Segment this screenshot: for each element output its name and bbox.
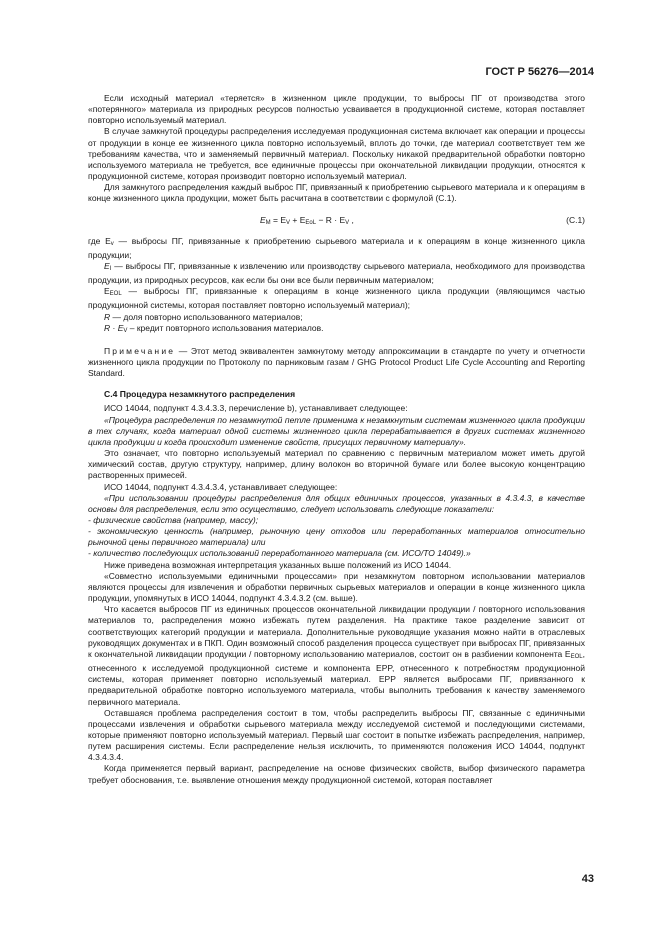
paragraph: Ниже приведена возможная интерпретация указанных выше положений из ИСО 14044. [104,559,452,570]
paragraph: Оставшаяся проблема распределения состоит в том, чтобы распределить выбросы ПГ, связанные с единичными процессами извлечения и обработки сырьевого материала между исследуемой системой и последующими системами, которые применяют повторно используемый материал. Первый шаг состоит в попытке избежать распределения, например, путем расширения системы. Если распределение нельзя исключить, то применяются положения ИСО 14044, подпункт 4.3.4.3.4. [88,707,585,763]
paragraph: Что касается выбросов ПГ из единичных процессов окончательной ликвидации продукции / повторного использования материалов то, распределения можно избежать путем разделения. На практике такое разделение зависит от соответствующих категорий продукции и материала. Дополнительные руководящие указания можно найти в отраслевых руководящих документах и в ПКП. Один возможный способ разделения процесса существует при выбросах ПГ, привязанных к окончательной ликвидации продукции / повторному использованию материалов, состоит он в разбиении компонента EEOL, отнесенного к исследуемой продукционной системе и компонента EPP, отнесенного к потребностям продукционной системы, которая применяет повторно используемый материал. EPP является выбросами ПГ, привязанного к предварительной обработке повторно используемого материала, чтобы выполнить требования к качеству заменяемого первичного материала. [88,604,585,707]
paragraph: Когда применяется первый вариант, распределение на основе физических свойств, выбор физического параметра требует обоснования, т.е. выявление отношения между продукционной системой, которая поставляет [88,763,585,785]
paragraph: Это означает, что повторно используемый материал по сравнению с первичным материалом может иметь другой химический состав, другую структуру, например, длину волокон во вторичной бумаге или более высокую концентрацию растворенных примесей. [88,448,585,481]
definition-item: где Ev — выбросы ПГ, привязанные к приобретению сырьевого материала и к операциям в конце жизненного цикла продукции; [88,235,586,260]
definition-item: EEOL — выбросы ПГ, привязанные к операциям в конце жизненного цикла продукции (являющимся частью продукционной системы, которая поставляет повторно используемый материал); [88,286,585,311]
note-label: Примечание [104,345,176,356]
quote-paragraph: «Процедура распределения по незамкнутой петле применима к незамкнутым системам жизненного цикла продукции в тех случаях, когда материал одной системы жизненного цикла перерабатывается в других системах жизненного цикла продукции и когда происходит изменение свойств, присущих первичному материалу». [88,414,585,447]
formula-c1 [88,210,585,232]
definition-item: EI — выбросы ПГ, привязанные к извлечению или производству сырьевого материала, необходимого для производства продукции, из природных ресурсов, как если бы они все были первичным материалом; [88,260,585,286]
paragraph: ИСО 14044, подпункт 4.3.4.3.4, устанавливает следующее: [104,481,338,492]
document-body [88,93,585,786]
paragraph: «Совместно используемыми единичными процессами» при незамкнутом повторном использовании материалов являются процессы для извлечения и обработки первичных сырьевых материалов и операции в конце жизненного цикла продукции, упомянутых в ИСО 14044, подпункт 4.3.4.3.2 (см. выше). [88,570,585,604]
quote-list-item: - экономическую ценность (например, рыночную цену отходов или переработанных материалов относительно рыночной цены первичного материала) или [88,526,585,548]
quote-paragraph: «При использовании процедуры распределения для общих единичных процессов, указанных в 4.3.4.3, в качестве основы для распределения, если это осуществимо, следует использовать следующие показатели: [88,492,585,514]
note-paragraph: Примечание — Этот метод эквивалентен замкнутому методу аппроксимации в стандарте по учету и отчетности жизненного цикла продукции по Протоколу по парниковым газам / GHG Protocol Product Life Cycle Accounting and Reporting Standard. [88,345,585,379]
quote-list-item: - количество последующих использований переработанного материала (см. ИСО/ТО 14049).» [88,548,471,559]
quote-list-item: - физические свойства (например, массу); [88,515,259,525]
paragraph: В случае замкнутой процедуры распределения исследуемая продукционная система включает как операции и процессы от продукции в конце ее жизненного цикла повторно используемый, вплоть до точки, где материал соответствует тем же требованиям качества, что и заменяемый первичный материал. Поскольку никакой предварительной обработки повторно используемого материала не требуется, все единичные процессы при окончательной ликвидации продукции, относятся к продукционной системе, которая производит повторно используемый материал. [88,126,585,182]
definition-item: R — доля повторно использованного материалов; [104,311,303,322]
definition-item: R · EV – кредит повторного использования материалов. [104,322,324,334]
paragraph: Для замкнутого распределения каждый выброс ПГ, привязанный к приобретению сырьевого материала и к операциям в конце жизненного цикла продукции, может быть расчитана в соответствии с формулой (С.1). [88,182,585,204]
document-header: ГОСТ Р 56276—2014 [485,66,594,78]
section-heading: С.4 Процедура незамкнутого распределения [104,389,296,400]
formula-expression: EM = EV + EEoL − R · EV , [260,214,354,226]
paragraph: Если исходный материал «теряется» в жизненном цикле продукции, то выбросы ПГ от производства этого «потерянного» материала из природных ресурсов полностью усваивается в продукционной системе, которая поставляет повторно используемый материал. [88,93,585,126]
page-number: 43 [581,873,594,885]
formula-number: (С.1) [566,214,585,225]
paragraph: ИСО 14044, подпункт 4.3.4.3.3, перечисление b), устанавливает следующее: [104,403,408,414]
